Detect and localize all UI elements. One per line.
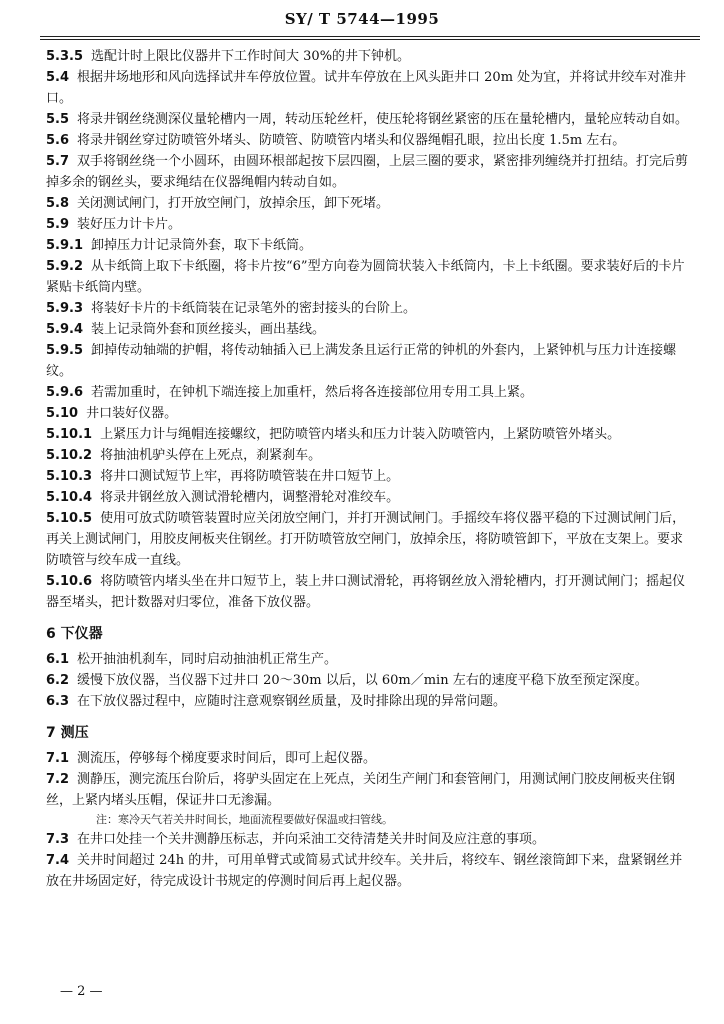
- clause-paragraph: [46, 403, 692, 424]
- section-7-note: 注：寒冷天气若关井时间长，地面流程要做好保温或扫管线。: [96, 813, 393, 826]
- clause-paragraph: [46, 151, 692, 193]
- clause-number: 5.4: [46, 70, 70, 85]
- clause-paragraph: [46, 319, 692, 340]
- clause-number: 6.1: [46, 652, 70, 667]
- clause-text: 在下放仪器过程中，应随时注意观察钢丝质量，及时排除出现的异常问题。: [77, 694, 507, 709]
- clause-number: 5.6: [46, 133, 70, 148]
- clause-paragraph: [46, 235, 692, 256]
- clause-text: 缓慢下放仪器，当仪器下过井口 20～30m 以后，以 60m／min 左右的速度平稳下放至预定深度。: [77, 673, 648, 688]
- clause-paragraph: [46, 67, 692, 109]
- clause-paragraph: [46, 445, 692, 466]
- clause-paragraph: [46, 850, 692, 892]
- clause-number: 7.2: [46, 772, 70, 787]
- clause-number: 6.3: [46, 694, 70, 709]
- header-rule: [40, 36, 700, 37]
- page-number: — 2 —: [60, 984, 103, 999]
- clause-number: 5.10.1: [46, 427, 93, 442]
- clause-number: 7.4: [46, 853, 70, 868]
- clause-number: 5.10: [46, 406, 79, 421]
- clause-text: 卸掉传动轴端的护帽，将传动轴插入已上满发条且运行正常的钟机的外套内，上紧钟机与压力计连接螺纹。: [46, 343, 677, 379]
- clause-number: 5.9.5: [46, 343, 84, 358]
- clause-text: 将录井钢丝穿过防喷管外堵头、防喷管、防喷管内堵头和仪器绳帽孔眼，拉出长度 1.5m 左右。: [77, 133, 626, 148]
- clause-number: 5.10.2: [46, 448, 93, 463]
- clause-number: 5.9.2: [46, 259, 84, 274]
- clause-number: 5.10.6: [46, 574, 93, 589]
- clause-paragraph: [46, 256, 692, 298]
- clause-text: 装好压力计卡片。: [77, 217, 182, 232]
- clause-number: 5.9.6: [46, 385, 84, 400]
- clause-number: 6.2: [46, 673, 70, 688]
- clause-number: 5.10.5: [46, 511, 93, 526]
- clause-text: 根据井场地形和风向选择试井车停放位置。试井车停放在上风头距井口 20m 处为宜，并将试井绞车对准井口。: [46, 70, 687, 106]
- section-6-paragraphs: [46, 649, 692, 712]
- clause-text: 若需加重时，在钟机下端连接上加重杆，然后将各连接部位用专用工具上紧。: [91, 385, 534, 400]
- clause-paragraph: [46, 829, 692, 850]
- header-rule-double: [40, 39, 700, 40]
- document-body: [46, 46, 692, 892]
- clause-paragraph: [46, 340, 692, 382]
- clause-paragraph: [46, 571, 692, 613]
- clause-paragraph: [46, 193, 692, 214]
- clause-number: 5.10.3: [46, 469, 93, 484]
- clause-paragraph: [46, 508, 692, 571]
- clause-text: 从卡纸筒上取下卡纸圈，将卡片按“6”型方向卷为圆筒状装入卡纸筒内，卡上卡纸圈。要求装好后的卡片紧贴卡纸筒内壁。: [46, 259, 685, 295]
- clause-paragraph: [46, 130, 692, 151]
- clause-number: 7.1: [46, 751, 70, 766]
- clause-text: 在井口处挂一个关井测静压标志，并向采油工交待清楚关井时间及应注意的事项。: [77, 832, 546, 847]
- clause-number: 7.3: [46, 832, 70, 847]
- clause-paragraph: [46, 109, 692, 130]
- clause-text: 上紧压力计与绳帽连接螺纹，把防喷管内堵头和压力计装入防喷管内，上紧防喷管外堵头。: [100, 427, 621, 442]
- clause-text: 选配计时上限比仪器井下工作时间大 30%的井下钟机。: [91, 49, 411, 64]
- clause-paragraph: [46, 649, 692, 670]
- clause-number: 5.8: [46, 196, 70, 211]
- section-6-heading: 6 下仪器: [46, 626, 103, 642]
- clause-paragraph: [46, 424, 692, 445]
- clause-paragraph: [46, 466, 692, 487]
- clause-paragraph: [46, 670, 692, 691]
- clause-number: 5.7: [46, 154, 70, 169]
- clause-text: 装上记录筒外套和顶丝接头，画出基线。: [91, 322, 326, 337]
- page-header: SY/ T 5744—1995: [284, 10, 440, 28]
- clause-paragraph: [46, 214, 692, 235]
- clause-text: 将井口测试短节上牢，再将防喷管装在井口短节上。: [100, 469, 400, 484]
- clause-text: 测静压，测完流压台阶后，将驴头固定在上死点，关闭生产闸门和套管闸门，用测试闸门胶皮闸板夹住钢丝，上紧内堵头压帽，保证井口无渗漏。: [46, 772, 676, 808]
- clause-text: 测流压，停够每个梯度要求时间后，即可上起仪器。: [77, 751, 377, 766]
- clause-paragraph: [46, 487, 692, 508]
- clause-text: 使用可放式防喷管装置时应关闭放空闸门，并打开测试闸门。手摇绞车将仪器平稳的下过测试闸门后，再关上测试闸门，用胶皮闸板夹住钢丝。打开防喷管放空闸门，放掉余压，将防喷管卸下，平放在支架上。要求防喷管与绞车成一直线。: [46, 511, 686, 568]
- section-7-heading: 7 测压: [46, 725, 89, 741]
- clause-paragraph: [46, 46, 692, 67]
- clause-paragraph: [46, 382, 692, 403]
- clause-text: 将装好卡片的卡纸筒装在记录笔外的密封接头的台阶上。: [91, 301, 417, 316]
- clause-paragraph: [46, 748, 692, 769]
- clause-text: 松开抽油机刹车，同时启动抽油机正常生产。: [77, 652, 338, 667]
- clause-number: 5.9.4: [46, 322, 84, 337]
- clause-paragraph: [46, 691, 692, 712]
- clause-number: 5.9.1: [46, 238, 84, 253]
- section-7-paragraphs-continued: [46, 829, 692, 892]
- clause-number: 5.10.4: [46, 490, 93, 505]
- clause-text: 将录井钢丝放入测试滑轮槽内，调整滑轮对准绞车。: [100, 490, 400, 505]
- clause-number: 5.3.5: [46, 49, 84, 64]
- clause-text: 将抽油机驴头停在上死点，刹紧刹车。: [100, 448, 322, 463]
- clause-text: 双手将钢丝绕一个小圆环，由圆环根部起按下层四圈，上层三圈的要求，紧密排列缠绕并打扭结。打完后剪掉多余的钢丝头，要求绳结在仪器绳帽内转动自如。: [46, 154, 689, 190]
- section-5-paragraphs: [46, 46, 692, 613]
- clause-text: 关井时间超过 24h 的井，可用单臂式或简易式试井绞车。关井后，将绞车、钢丝滚筒卸下来，盘紧钢丝并放在井场固定好，待完成设计书规定的停测时间后再上起仪器。: [46, 853, 683, 889]
- clause-text: 井口装好仪器。: [86, 406, 178, 421]
- clause-paragraph: [46, 298, 692, 319]
- clause-number: 5.5: [46, 112, 70, 127]
- clause-text: 关闭测试闸门，打开放空闸门，放掉余压，卸下死堵。: [77, 196, 390, 211]
- clause-text: 卸掉压力计记录筒外套，取下卡纸筒。: [91, 238, 313, 253]
- clause-text: 将录井钢丝绕测深仪量轮槽内一周，转动压轮丝杆，使压轮将钢丝紧密的压在量轮槽内，量轮应转动自如。: [77, 112, 689, 127]
- clause-number: 5.9.3: [46, 301, 84, 316]
- clause-number: 5.9: [46, 217, 70, 232]
- section-7-paragraphs: [46, 748, 692, 811]
- clause-paragraph: [46, 769, 692, 811]
- clause-text: 将防喷管内堵头坐在井口短节上，装上井口测试滑轮，再将钢丝放入滑轮槽内，打开测试闸门；摇起仪器至堵头，把计数器对归零位，准备下放仪器。: [46, 574, 686, 610]
